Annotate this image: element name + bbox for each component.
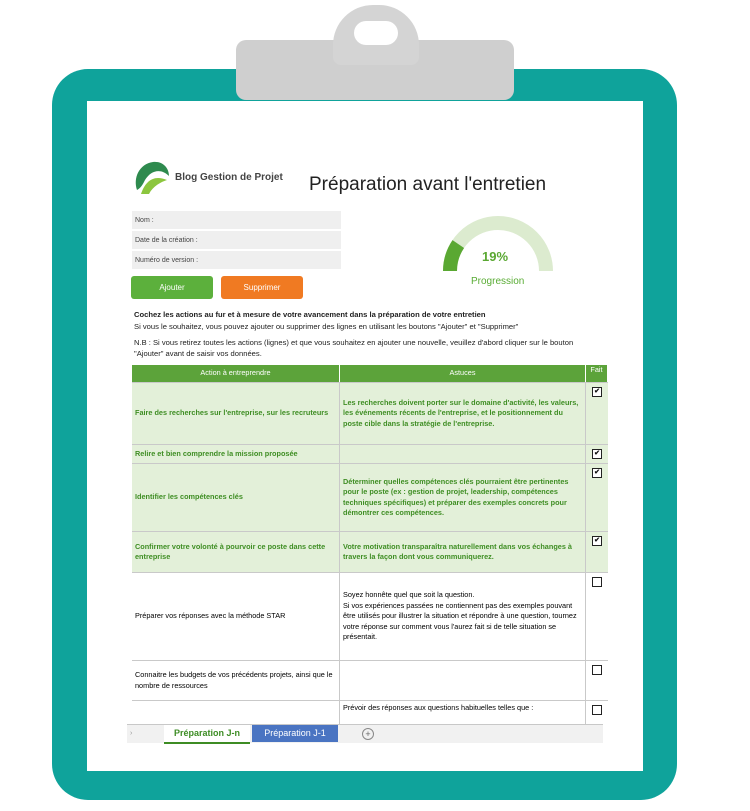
action-cell[interactable]: Confirmer votre volonté à pourvoir ce poste dans cette entreprise xyxy=(132,532,340,572)
header-tips: Astuces xyxy=(340,365,586,382)
table-row xyxy=(132,464,608,532)
instructions-line2: Si vous le souhaitez, vous pouvez ajouter ou supprimer des lignes en utilisant les boutons "Ajouter" et "Supprimer" xyxy=(134,322,519,331)
tip-cell[interactable]: Déterminer quelles compétences clés pourraient être pertinentes pour le poste (ex : gestion de projet, leadership, compétences techniques spécifiques) et préparer des exemples concrets pour démontrer ces compétences. xyxy=(340,464,586,531)
actions-table xyxy=(132,365,608,727)
done-checkbox[interactable]: ✔ xyxy=(592,449,602,459)
done-checkbox[interactable]: ✔ xyxy=(592,536,602,546)
header-done: Fait xyxy=(586,365,608,382)
instructions-note: N.B : Si vous retirez toutes les actions (lignes) et que vous souhaitez en ajouter une nouvelle, veuillez d'abord cliquer sur le bouton "Ajouter" avant de saisir vos données. xyxy=(134,338,574,358)
header-action: Action à entreprendre xyxy=(132,365,340,382)
action-cell[interactable]: Identifier les compétences clés xyxy=(132,464,340,531)
tab-preparation-j-n[interactable]: Préparation J-n xyxy=(164,725,250,744)
progress-value: 19% xyxy=(482,249,509,264)
table-row xyxy=(132,445,608,464)
table-row xyxy=(132,532,608,573)
spreadsheet-page xyxy=(87,101,643,771)
tab-preparation-j-1[interactable]: Préparation J-1 xyxy=(252,725,338,742)
action-cell[interactable]: Relire et bien comprendre la mission proposée xyxy=(132,445,340,463)
done-checkbox[interactable] xyxy=(592,665,602,675)
table-row xyxy=(132,573,608,661)
instructions-main: Cochez les actions au fur et à mesure de votre avancement dans la préparation de votre entretien xyxy=(134,310,486,319)
clipboard-clip-hole xyxy=(354,21,398,45)
blog-logo-icon xyxy=(131,158,171,198)
tip-cell[interactable]: Les recherches doivent porter sur le domaine d'activité, les valeurs, les événements récents de l'entreprise, et le positionnement du poste cible dans la stratégie de l'entreprise. xyxy=(340,383,586,444)
tip-cell[interactable] xyxy=(340,445,586,463)
progress-gauge xyxy=(442,213,554,273)
tab-scroll-left-icon[interactable]: › xyxy=(130,730,133,737)
done-checkbox[interactable] xyxy=(592,577,602,587)
creation-date-field[interactable]: Date de la création : xyxy=(132,231,341,250)
action-cell[interactable]: Préparer vos réponses avec la méthode STAR xyxy=(132,573,340,660)
done-checkbox[interactable]: ✔ xyxy=(592,468,602,478)
tip-cell[interactable]: Prévoir des réponses aux questions habituelles telles que : xyxy=(340,701,586,727)
add-sheet-icon[interactable]: + xyxy=(362,728,374,740)
sheet-tab-bar xyxy=(127,724,603,743)
done-checkbox[interactable] xyxy=(592,705,602,715)
table-row xyxy=(132,661,608,701)
done-checkbox[interactable]: ✔ xyxy=(592,387,602,397)
progress-gauge-fill xyxy=(450,244,458,271)
tip-cell[interactable] xyxy=(340,661,586,700)
page-title: Préparation avant l'entretien xyxy=(309,174,547,195)
table-row xyxy=(132,383,608,445)
tip-cell[interactable]: Soyez honnête quel que soit la question. Si vos expériences passées ne contiennent pas des exemples pouvant être utilisés pour illustrer la situation et répondre à une question, tournez votre réponse sur comment vous l'aurez fait si de telle situation se présentait. xyxy=(340,573,586,660)
action-cell[interactable]: Connaitre les budgets de vos précédents projets, ainsi que le nombre de ressources xyxy=(132,661,340,700)
add-button[interactable]: Ajouter xyxy=(131,276,213,299)
delete-button[interactable]: Supprimer xyxy=(221,276,303,299)
name-field[interactable]: Nom : xyxy=(132,211,341,230)
logo-text: Blog Gestion de Projet xyxy=(175,172,283,183)
action-cell[interactable]: Faire des recherches sur l'entreprise, sur les recruteurs xyxy=(132,383,340,444)
progress-label: Progression xyxy=(471,276,525,287)
table-header xyxy=(132,365,608,383)
version-field[interactable]: Numéro de version : xyxy=(132,251,341,270)
tip-cell[interactable]: Votre motivation transparaîtra naturellement dans vos échanges à travers la façon dont vous communiquerez. xyxy=(340,532,586,572)
